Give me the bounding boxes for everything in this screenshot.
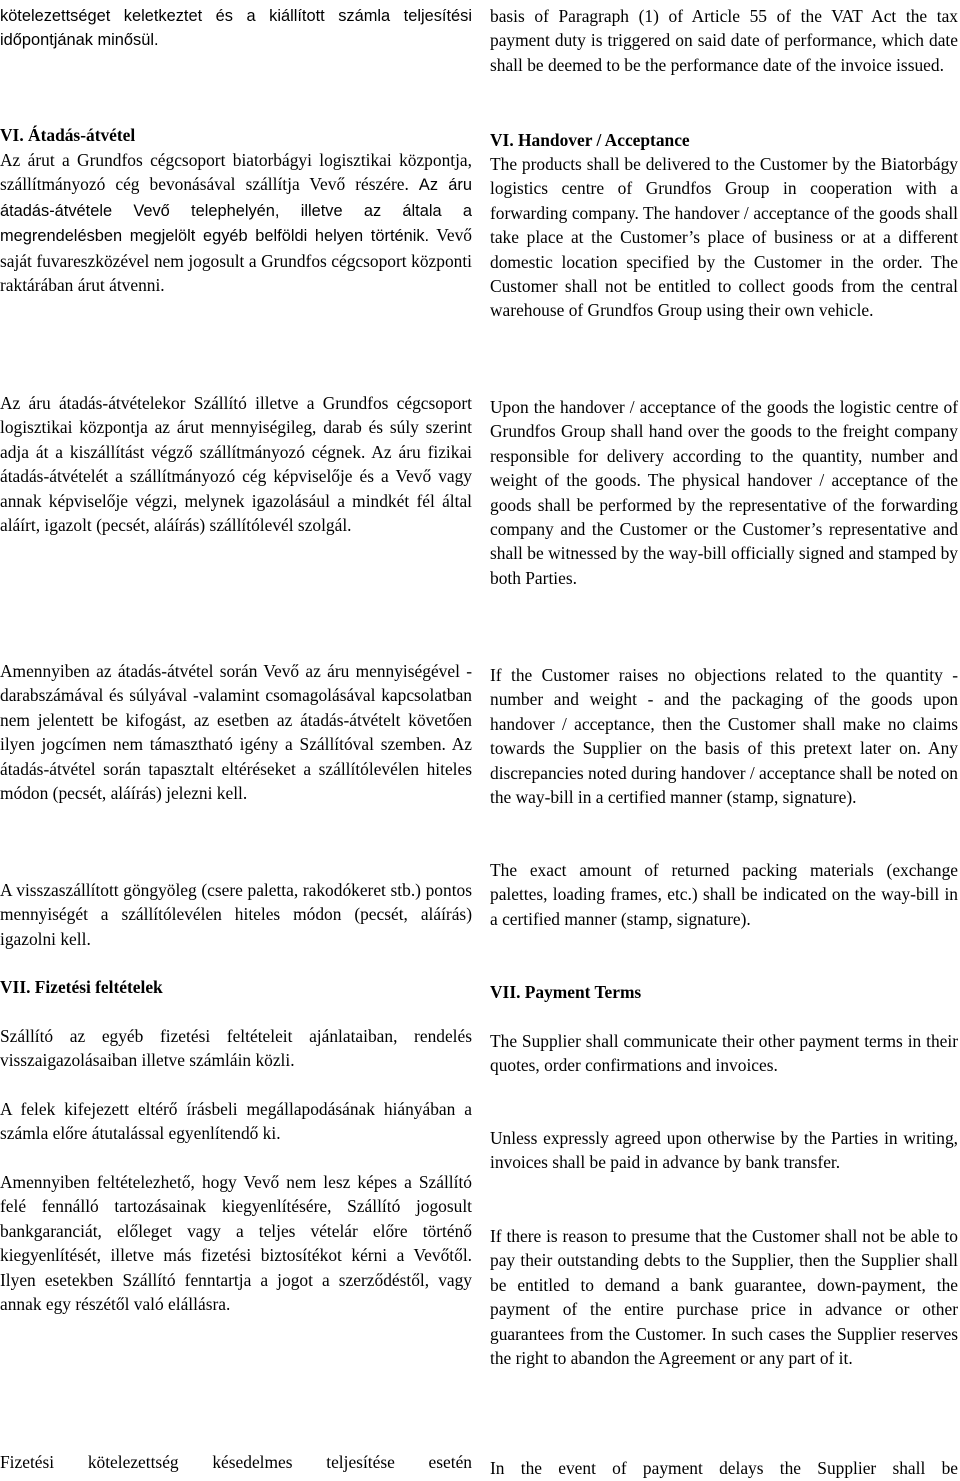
- section-7-paragraph-3: Amennyiben feltételezhető, hogy Vevő nem lesz képes a Szállító felé fennálló tartozásainak kiegyenlítésére, Szállító jogosult bankgaranciát, előleget vagy a teljes vételár előre történő kiegyenlítését, illetve más fizetési biztosítékot kérni a Vevőtől. Ilyen esetekben Szállító fenntartja a jogot a szerződéstől, vagy annak egy részétől való elállásra.: [0, 1172, 472, 1315]
- section-7-paragraph-3: If there is reason to presume that the Customer shall not be able to pay their outstanding debts to the Supplier, then the Supplier shall be entitled to demand a bank guarantee, down-payment, the payment of the entire purchase price in advance or other guarantees from the Customer. In such cases the Supplier reserves the right to abandon the Agreement or any part of it.: [490, 1226, 958, 1369]
- paragraph-top: basis of Paragraph (1) of Article 55 of the VAT Act the tax payment duty is triggered on said date of performance, which date shall be deemed to be the performance date of the invoice issued.: [490, 6, 958, 75]
- section-6-paragraph-1b: Az áru átadás-átvétele Vevő telephelyén, illetve az általa a megrendelésben megjelölt egyéb belföldi helyen történik.: [0, 176, 472, 246]
- section-6-paragraph-1: The products shall be delivered to the Customer by the Biatorbágy logistics centre of Grundfos Group in cooperation with a forwarding company. The handover / acceptance of the goods shall take place at the Customer’s place of business or at a different domestic location specified by the Customer in the order. The Customer shall not be entitled to collect goods from the central warehouse of Grundfos Group using their own vehicle.: [490, 154, 958, 321]
- section-7-paragraph-1: The Supplier shall communicate their other payment terms in their quotes, order confirmations and invoices.: [490, 1031, 958, 1076]
- paragraph-bottom: Fizetési kötelezettség késedelmes teljesítése esetén: [0, 1452, 472, 1472]
- section-6-paragraph-1a: Az árut a Grundfos cégcsoport biatorbágyi logisztikai központja, szállítmányozó cég bevonásával szállítja Vevő részére.: [0, 150, 472, 195]
- section-7-paragraph-2: Unless expressly agreed upon otherwise by the Parties in writing, invoices shall be paid in advance by bank transfer.: [490, 1128, 958, 1173]
- section-7-paragraph-2: A felek kifejezett eltérő írásbeli megállapodásának hiányában a számla előre átutalással egyenlítendő ki.: [0, 1099, 472, 1144]
- section-6-paragraph-3: If the Customer raises no objections related to the quantity - number and weight - and the packaging of the goods upon handover / acceptance, then the Customer shall make no claims towards the Supplier on the basis of this pretext later on. Any discrepancies noted during handover / acceptance shall be noted on the way-bill in a certified manner (stamp, signature).: [490, 665, 958, 808]
- section-6-paragraph-3: Amennyiben az átadás-átvétel során Vevő az áru mennyiségével - darabszámával és súlyával -valamint csomagolásával kapcsolatban nem jelentett be kifogást, az esetben az átadás-átvételt követően ilyen jogcímen nem támasztható igény a Szállítóval szemben. Az átadás-átvétel során tapasztalt eltéréseket a szállítólevélen hiteles módon (pecsét, aláírás) jelezni kell.: [0, 661, 472, 804]
- section-6-title: VI. Handover / Acceptance: [490, 130, 690, 150]
- section-6-paragraph-1: [0, 148, 472, 297]
- section-6-paragraph-2: Upon the handover / acceptance of the goods the logistic centre of Grundfos Group shall hand over the goods to the freight company responsible for delivery according to the quantity, number and weight of the goods. The physical handover / acceptance of the goods shall be performed by the representative of the forwarding company and the Customer or the Customer’s representative and shall be witnessed by the way-bill officially signed and stamped by both Parties.: [490, 397, 958, 588]
- section-7-paragraph-1: Szállító az egyéb fizetési feltételeit ajánlataiban, rendelés visszaigazolásaiban illetve számláin közli.: [0, 1026, 472, 1071]
- section-6-paragraph-4: A visszaszállított göngyöleg (csere paletta, rakodókeret stb.) pontos mennyiségét a szállítólevélen hiteles módon (pecsét, aláírás) igazolni kell.: [0, 880, 472, 949]
- paragraph-top: kötelezettséget keletkeztet és a kiállított számla teljesítési időpontjának minősül.: [0, 7, 472, 50]
- section-7-title: VII. Fizetési feltételek: [0, 977, 163, 997]
- section-6-paragraph-2: Az áru átadás-átvételekor Szállító illetve a Grundfos cégcsoport logisztikai központja az árut mennyiségileg, darab és súly szerint adja át a kiszállítást végző szállítmányozó cégnek. Az áru fizikai átadás-átvételét a szállítmányozó cég képviselője és a Vevő vagy annak képviselője végzi, melynek igazolásául a mindkét fél által aláírt, igazolt (pecsét, aláírás) szállítólevél szolgál.: [0, 393, 472, 536]
- section-6-paragraph-4: The exact amount of returned packing materials (exchange palettes, loading frames, etc.) shall be indicated on the way-bill in a certified manner (stamp, signature).: [490, 860, 958, 929]
- section-7-title: VII. Payment Terms: [490, 982, 642, 1002]
- paragraph-bottom: In the event of payment delays the Supplier shall be: [490, 1458, 958, 1478]
- section-6-paragraph-1c: Vevő saját fuvareszközével nem jogosult a Grundfos cégcsoport központi raktárában árut átvenni.: [0, 225, 472, 296]
- section-6-title: VI. Átadás-átvétel: [0, 125, 136, 145]
